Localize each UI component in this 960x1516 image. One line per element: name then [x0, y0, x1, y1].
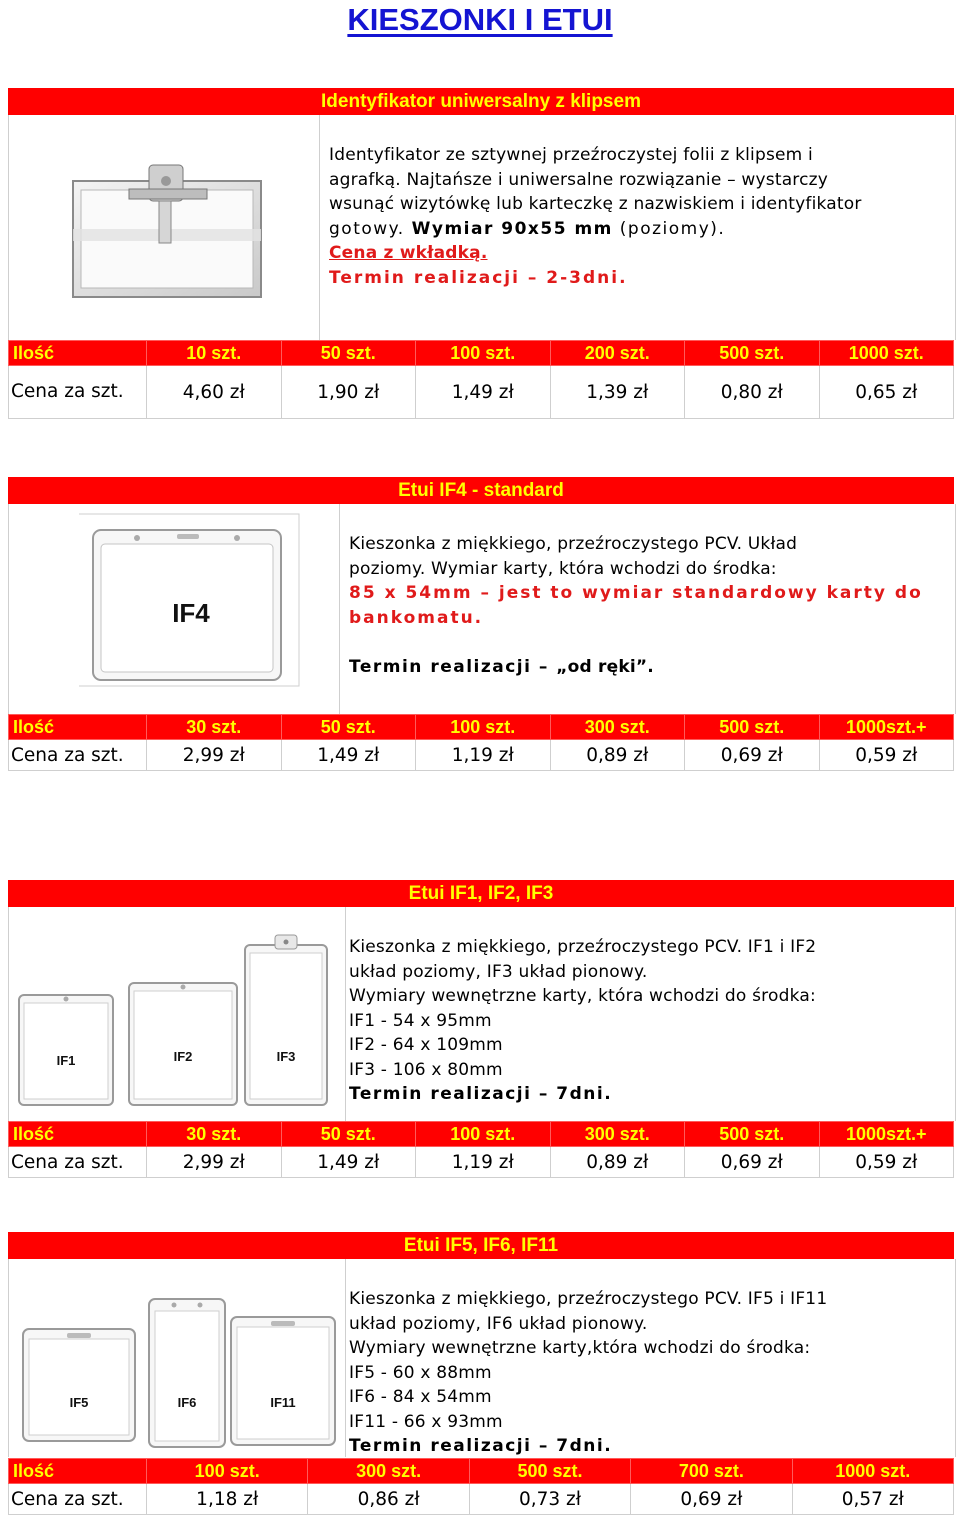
- price-row: Cena za szt. 4,60 zł 1,90 zł 1,49 zł 1,39 zł 0,80 zł 0,65 zł: [9, 366, 954, 419]
- price-row: Cena za szt. 2,99 zł 1,49 zł 1,19 zł 0,89 zł 0,69 zł 0,59 zł: [9, 1147, 954, 1178]
- svg-text:IF5: IF5: [69, 1395, 89, 1410]
- svg-text:IF1: IF1: [56, 1053, 76, 1068]
- lead-time: Termin realizacji – 7dni.: [349, 1084, 613, 1104]
- product-image-cell: [9, 907, 346, 1121]
- page-title-text: KIESZONKI I ETUI: [347, 2, 613, 37]
- price-table: [8, 1458, 954, 1515]
- section-if5-if11: [0, 1232, 960, 1516]
- section-header: Identyfikator uniwersalny z klipsem: [8, 88, 954, 115]
- lead-time: Termin realizacji – 7dni.: [349, 1436, 613, 1456]
- product-image-cell: [9, 1259, 346, 1457]
- svg-text:IF2: IF2: [173, 1049, 193, 1064]
- price-table: [8, 1121, 954, 1178]
- price-table: [8, 340, 954, 419]
- product-image-cell: [9, 504, 340, 714]
- clip-badge-image: [9, 115, 319, 340]
- section-clip-badge: [0, 88, 960, 428]
- section-if1-if3: [0, 880, 960, 1180]
- if5-if11-pockets-image: [9, 1259, 345, 1457]
- product-description: Identyfikator ze sztywnej przeźroczystej folii z klipsem i agrafką. Najtańsze i uniwersalne rozwiązanie – wystarczy wsunąć wizytówkę lub karteczkę z nazwiskiem i identyfikator gotowy. Wymiar 90x55 mm (poziomy). Cena z wkładką. Termin realizacji – 2-3dni.: [329, 143, 954, 290]
- section-header: Etui IF1, IF2, IF3: [8, 880, 954, 907]
- product-description: Kieszonka z miękkiego, przeźroczystego PCV. IF1 i IF2 układ poziomy, IF3 układ pionowy. Wymiary wewnętrzne karty, która wchodzi do środka: IF1 - 54 x 95mm IF2 - 64 x 109mm IF3 - 106 x 80mm Termin realizacji – 7dni.: [349, 935, 954, 1107]
- price-row: Cena za szt. 1,18 zł 0,86 zł 0,73 zł 0,69 zł 0,57 zł: [9, 1484, 954, 1515]
- section-body: [8, 115, 956, 340]
- section-if4: [0, 477, 960, 777]
- price-row: Cena za szt. 2,99 zł 1,49 zł 1,19 zł 0,89 zł 0,69 zł 0,59 zł: [9, 740, 954, 771]
- quantity-row: Ilość 100 szt. 300 szt. 500 szt. 700 szt. 1000 szt.: [9, 1459, 954, 1484]
- quantity-row: Ilość 30 szt. 50 szt. 100 szt. 300 szt. 500 szt. 1000szt.+: [9, 1122, 954, 1147]
- price-note: Cena z wkładką.: [329, 243, 488, 263]
- section-body: [8, 907, 956, 1121]
- if4-label: IF4: [172, 598, 210, 628]
- if1-if3-pockets-image: [9, 907, 345, 1121]
- section-header: Etui IF4 - standard: [8, 477, 954, 504]
- price-table: [8, 714, 954, 771]
- section-body: [8, 1259, 956, 1457]
- product-description: Kieszonka z miękkiego, przeźroczystego PCV. IF5 i IF11 układ poziomy, IF6 układ pionowy. Wymiary wewnętrzne karty,która wchodzi do środka: IF5 - 60 x 88mm IF6 - 84 x 54mm IF11 - 66 x 93mm Termin realizacji – 7dni.: [349, 1287, 954, 1459]
- product-description: Kieszonka z miękkiego, przeźroczystego PCV. Układ poziomy. Wymiar karty, która wchodzi do środka: 85 x 54mm – jest to wymiar standardowy karty do bankomatu. Termin realizacji – „od ręki”.: [349, 532, 954, 679]
- section-body: [8, 504, 956, 714]
- lead-time: Termin realizacji – „od ręki”.: [349, 656, 654, 677]
- svg-text:IF3: IF3: [276, 1049, 296, 1064]
- svg-text:IF11: IF11: [270, 1395, 296, 1410]
- svg-text:IF6: IF6: [177, 1395, 197, 1410]
- page-title: [0, 0, 960, 38]
- product-image-cell: [9, 115, 320, 340]
- if4-pocket-image: [9, 504, 339, 714]
- section-header: Etui IF5, IF6, IF11: [8, 1232, 954, 1259]
- quantity-row: Ilość 10 szt. 50 szt. 100 szt. 200 szt. 500 szt. 1000 szt.: [9, 341, 954, 366]
- quantity-row: Ilość 30 szt. 50 szt. 100 szt. 300 szt. 500 szt. 1000szt.+: [9, 715, 954, 740]
- lead-time: Termin realizacji – 2-3dni.: [329, 267, 628, 288]
